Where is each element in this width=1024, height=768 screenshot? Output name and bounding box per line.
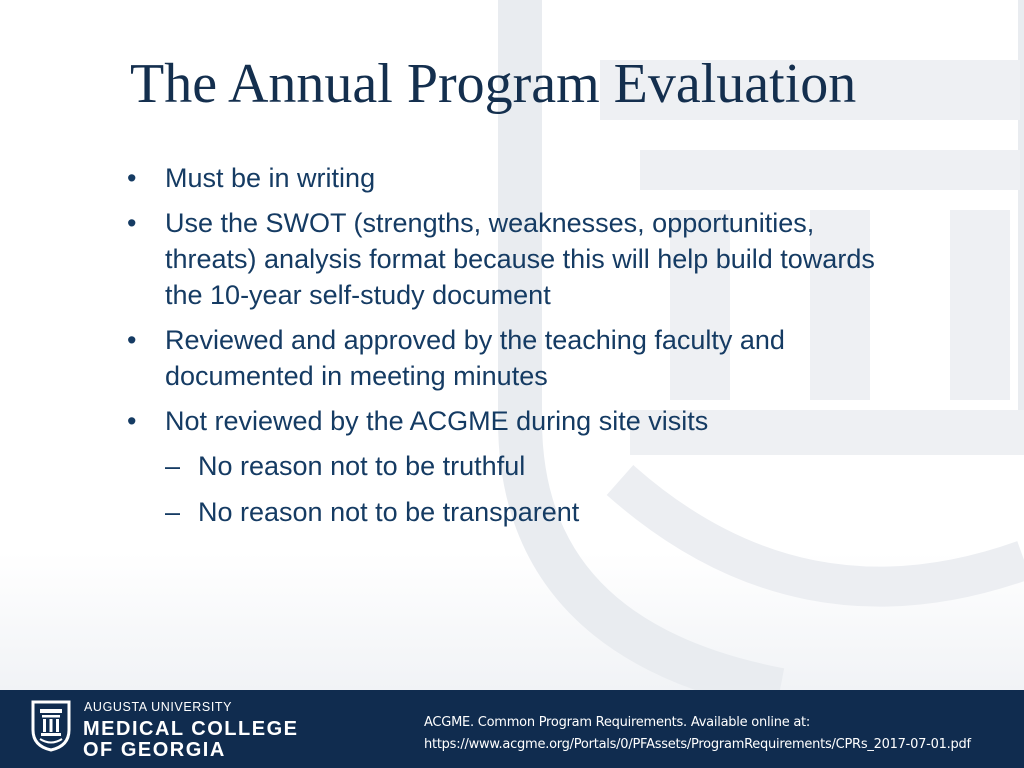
sub-bullet-marker: –: [165, 497, 181, 527]
logo-university-name: AUGUSTA UNIVERSITY: [84, 700, 233, 714]
bullet-marker: •: [127, 406, 137, 436]
bullet-item: [125, 403, 905, 439]
sub-bullet-marker: –: [165, 451, 181, 481]
bullet-text: Must be in writing: [165, 163, 376, 193]
logo-college-name: MEDICAL COLLEGE: [83, 718, 299, 740]
bullet-item: [125, 160, 905, 196]
bullet-marker: •: [127, 325, 137, 355]
university-shield-icon: [30, 700, 72, 752]
sub-bullet-text: No reason not to be truthful: [198, 451, 526, 481]
footer-bar: [0, 690, 1024, 768]
bullet-text: Use the SWOT (strengths, weaknesses, opportunities, threats) analysis format because this will help build towards the 10-year self-study document: [165, 208, 875, 310]
sub-bullet-item: [125, 494, 905, 530]
bullet-text: Reviewed and approved by the teaching faculty and documented in meeting minutes: [165, 325, 785, 391]
citation: [424, 712, 1020, 756]
slide-title: The Annual Program Evaluation: [130, 53, 857, 115]
sub-bullet-item: [125, 448, 905, 484]
bullet-item: [125, 205, 905, 313]
sub-bullet-text: No reason not to be transparent: [198, 497, 580, 527]
bullet-item: [125, 322, 905, 394]
logo-college-state: OF GEORGIA: [83, 739, 226, 761]
bullet-list: [125, 160, 905, 540]
citation-url: https://www.acgme.org/Portals/0/PFAssets/ProgramRequirements/CPRs_2017-07-01.pdf: [424, 737, 971, 752]
bullet-marker: •: [127, 163, 137, 193]
bullet-marker: •: [127, 208, 137, 238]
citation-line: ACGME. Common Program Requirements. Available online at:: [424, 715, 811, 730]
bullet-text: Not reviewed by the ACGME during site visits: [165, 406, 709, 436]
